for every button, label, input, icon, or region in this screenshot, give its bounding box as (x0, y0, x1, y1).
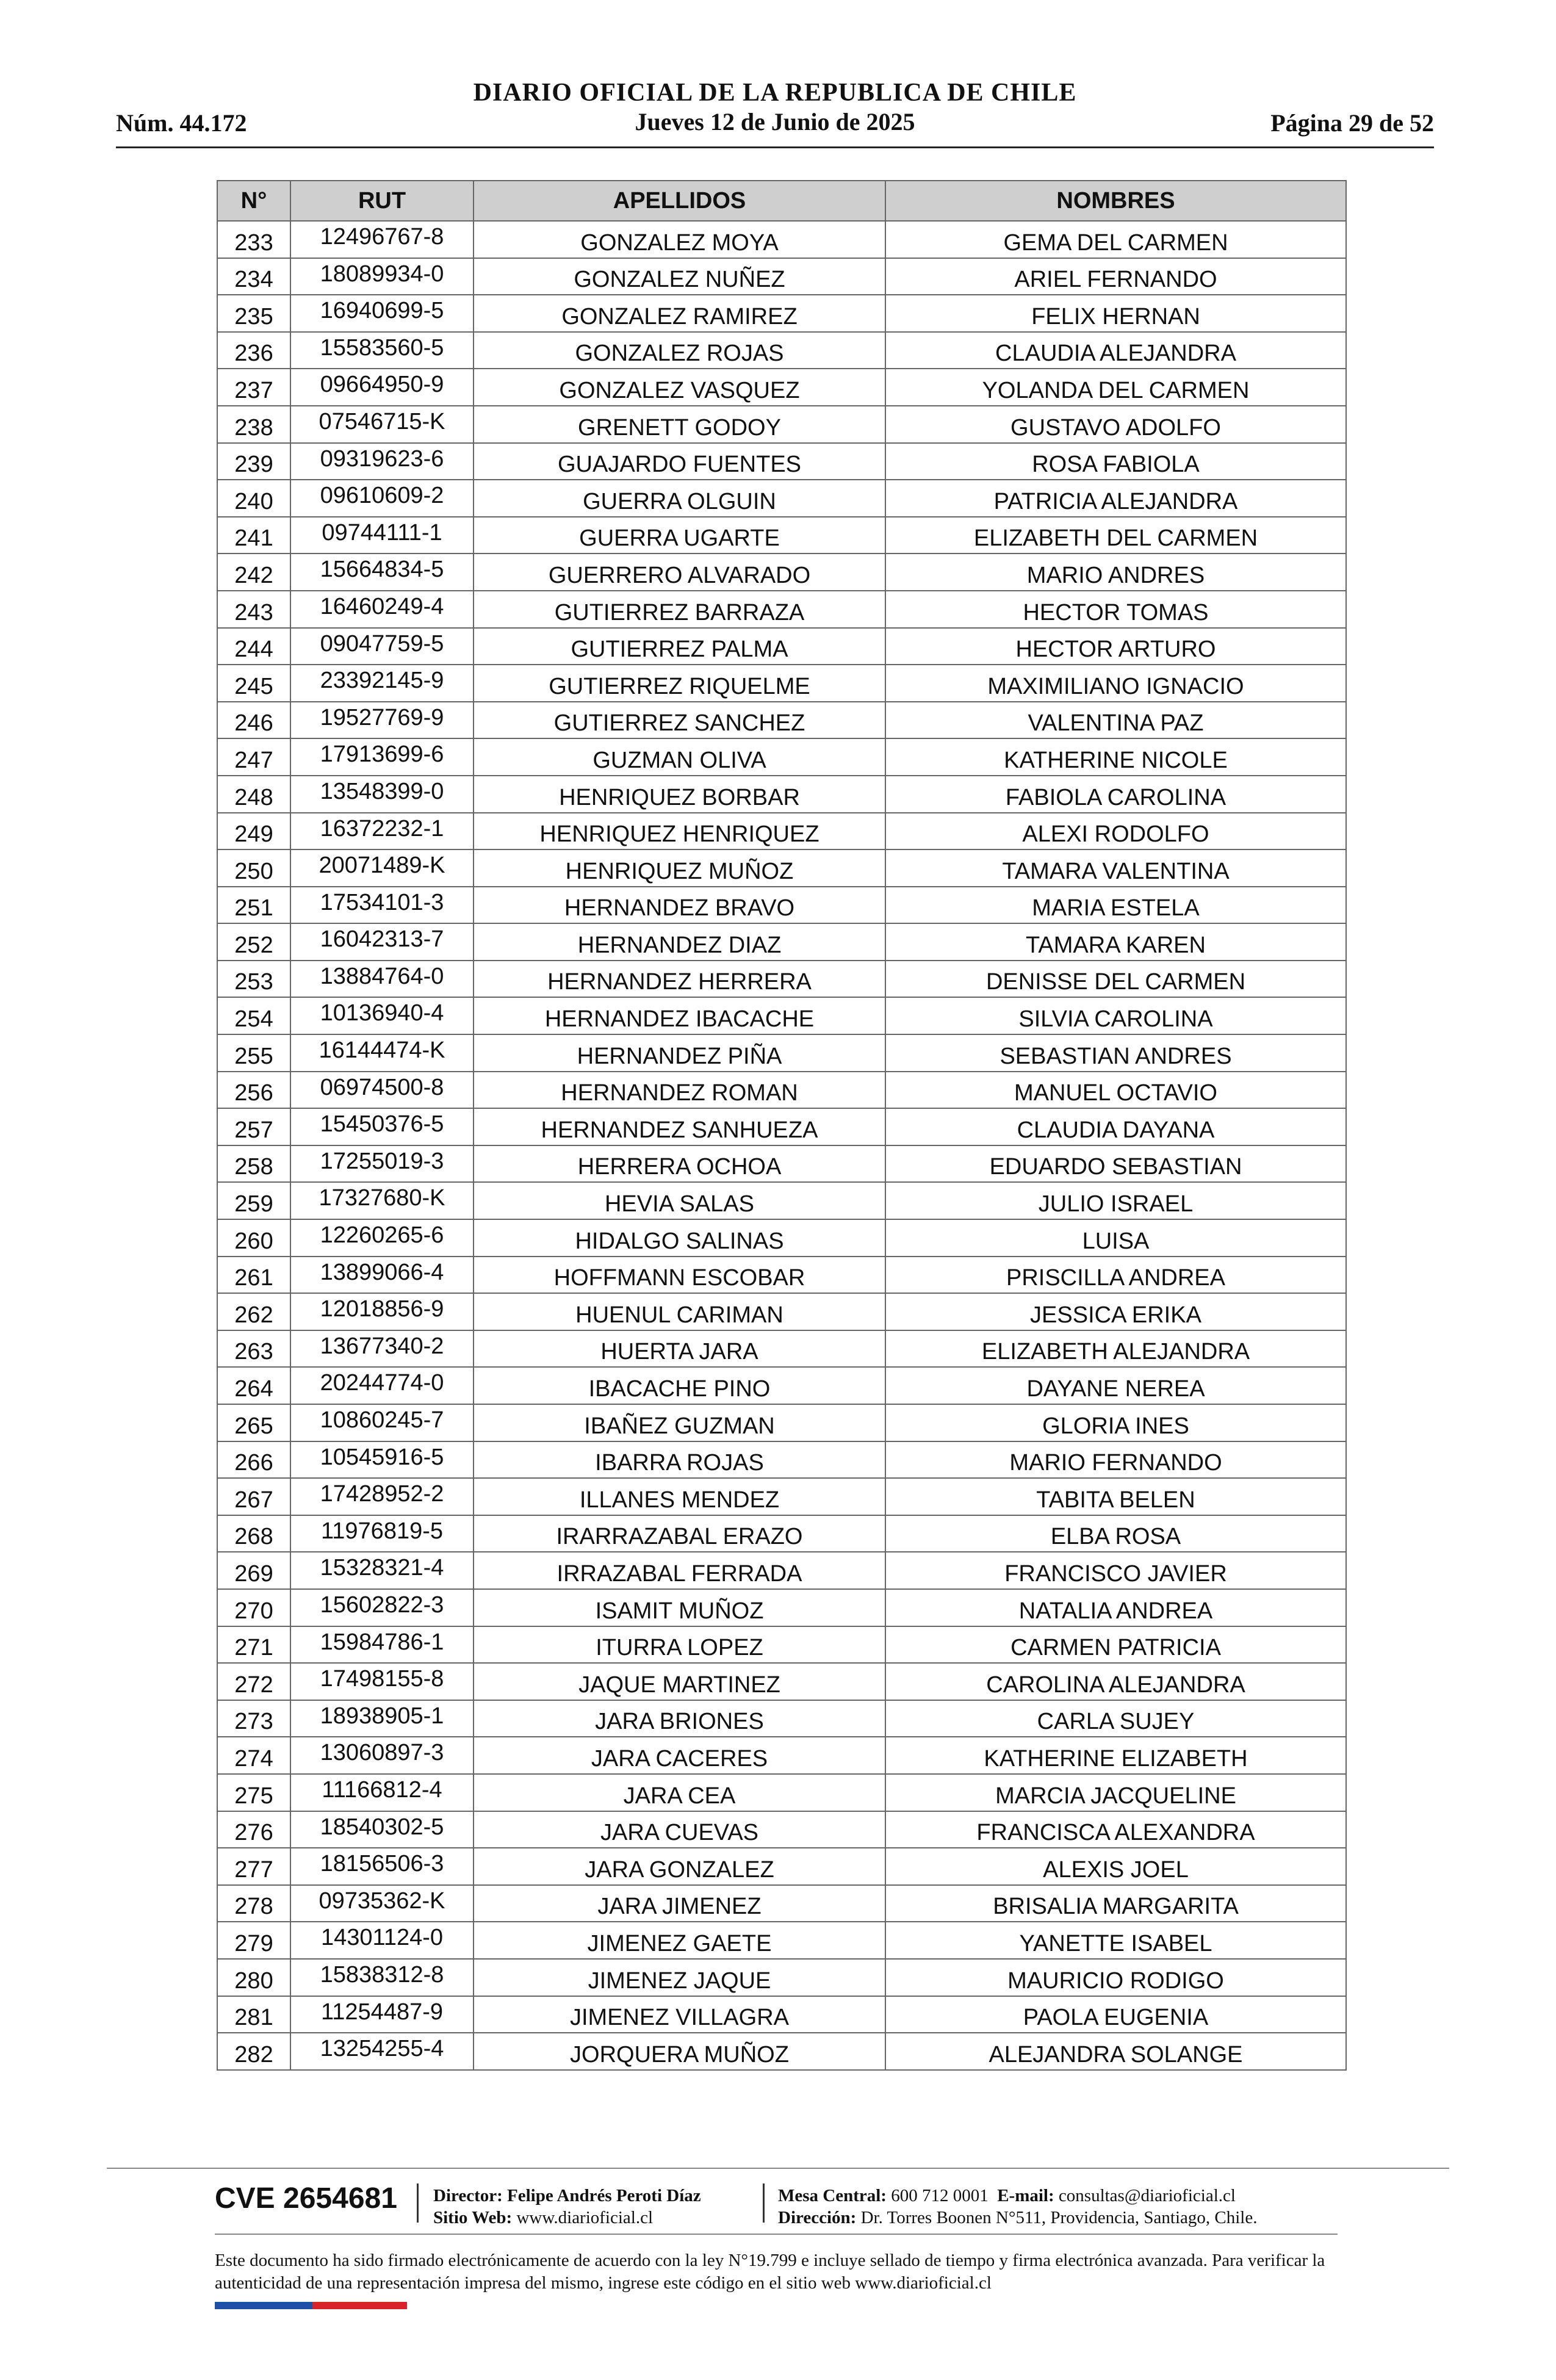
table-row (217, 1589, 1346, 1626)
row-rut: 11254487-9 (290, 1996, 474, 2033)
row-nombres: JESSICA ERIKA (885, 1293, 1346, 1330)
row-number: 243 (217, 591, 290, 628)
row-number: 259 (217, 1182, 290, 1219)
row-nombres: MARIO ANDRES (885, 554, 1346, 591)
table-row (217, 1257, 1346, 1294)
table-row (217, 517, 1346, 554)
row-nombres: NATALIA ANDREA (885, 1589, 1346, 1626)
row-apellidos: HERRERA OCHOA (474, 1145, 885, 1183)
row-apellidos: JORQUERA MUÑOZ (474, 2033, 885, 2070)
row-apellidos: JARA CUEVAS (474, 1811, 885, 1848)
footer-divider (215, 2234, 1338, 2235)
row-nombres: FRANCISCA ALEXANDRA (885, 1811, 1346, 1848)
row-apellidos: JIMENEZ GAETE (474, 1922, 885, 1959)
row-nombres: JULIO ISRAEL (885, 1182, 1346, 1219)
row-rut: 07546715-K (290, 406, 474, 443)
row-nombres: CARLA SUJEY (885, 1700, 1346, 1737)
row-apellidos: HERNANDEZ DIAZ (474, 923, 885, 961)
row-apellidos: HENRIQUEZ MUÑOZ (474, 849, 885, 887)
table-row (217, 849, 1346, 887)
row-number: 254 (217, 997, 290, 1034)
col-header-apellidos: APELLIDOS (474, 181, 885, 221)
page-header (116, 74, 1434, 148)
table-row (217, 1072, 1346, 1109)
row-rut: 17498155-8 (290, 1663, 474, 1700)
row-rut: 18089934-0 (290, 258, 474, 295)
col-header-rut: RUT (290, 181, 474, 221)
row-number: 265 (217, 1404, 290, 1441)
row-rut: 17428952-2 (290, 1478, 474, 1515)
row-rut: 11166812-4 (290, 1774, 474, 1811)
row-nombres: KATHERINE ELIZABETH (885, 1737, 1346, 1774)
table-row (217, 332, 1346, 369)
row-number: 246 (217, 702, 290, 739)
table-row (217, 258, 1346, 295)
table-row (217, 591, 1346, 628)
row-apellidos: JIMENEZ JAQUE (474, 1959, 885, 1996)
row-number: 262 (217, 1293, 290, 1330)
col-header-nombres: NOMBRES (885, 181, 1346, 221)
row-rut: 15602822-3 (290, 1589, 474, 1626)
row-nombres: HECTOR ARTURO (885, 628, 1346, 665)
row-apellidos: GUTIERREZ PALMA (474, 628, 885, 665)
table-row (217, 554, 1346, 591)
row-number: 248 (217, 776, 290, 813)
table-row (217, 702, 1346, 739)
row-rut: 18540302-5 (290, 1811, 474, 1848)
row-number: 256 (217, 1072, 290, 1109)
row-apellidos: GONZALEZ VASQUEZ (474, 369, 885, 406)
row-number: 268 (217, 1515, 290, 1552)
row-rut: 17534101-3 (290, 887, 474, 924)
row-nombres: MAXIMILIANO IGNACIO (885, 665, 1346, 702)
row-number: 273 (217, 1700, 290, 1737)
row-apellidos: GONZALEZ ROJAS (474, 332, 885, 369)
row-number: 263 (217, 1330, 290, 1368)
web-label: Sitio Web: (433, 2208, 513, 2227)
row-apellidos: HERNANDEZ BRAVO (474, 887, 885, 924)
names-table (217, 180, 1347, 2071)
row-rut: 12260265-6 (290, 1219, 474, 1257)
row-apellidos: HUENUL CARIMAN (474, 1293, 885, 1330)
row-apellidos: GONZALEZ RAMIREZ (474, 295, 885, 332)
table-row (217, 923, 1346, 961)
row-number: 249 (217, 813, 290, 850)
row-number: 238 (217, 406, 290, 443)
table-row (217, 221, 1346, 258)
row-rut: 18156506-3 (290, 1848, 474, 1885)
address-line (778, 2207, 1257, 2229)
table-header-row (217, 181, 1346, 221)
row-rut: 15664834-5 (290, 554, 474, 591)
row-nombres: FABIOLA CAROLINA (885, 776, 1346, 813)
row-nombres: PATRICIA ALEJANDRA (885, 480, 1346, 517)
row-rut: 13677340-2 (290, 1330, 474, 1368)
row-nombres: MARCIA JACQUELINE (885, 1774, 1346, 1811)
row-nombres: CLAUDIA ALEJANDRA (885, 332, 1346, 369)
row-apellidos: GUERRA UGARTE (474, 517, 885, 554)
address-label: Dirección: (778, 2208, 857, 2227)
row-rut: 06974500-8 (290, 1072, 474, 1109)
row-number: 253 (217, 961, 290, 998)
row-number: 278 (217, 1885, 290, 1922)
table-row (217, 1959, 1346, 1996)
table-row (217, 776, 1346, 813)
row-apellidos: JAQUE MARTINEZ (474, 1663, 885, 1700)
row-nombres: BRISALIA MARGARITA (885, 1885, 1346, 1922)
website-line (433, 2207, 653, 2229)
table-row (217, 1515, 1346, 1552)
row-rut: 13060897-3 (290, 1737, 474, 1774)
col-header-number: N° (217, 181, 290, 221)
row-nombres: CLAUDIA DAYANA (885, 1108, 1346, 1145)
row-number: 266 (217, 1441, 290, 1479)
row-number: 276 (217, 1811, 290, 1848)
row-nombres: MANUEL OCTAVIO (885, 1072, 1346, 1109)
row-nombres: GEMA DEL CARMEN (885, 221, 1346, 258)
row-nombres: YANETTE ISABEL (885, 1922, 1346, 1959)
row-rut: 12018856-9 (290, 1293, 474, 1330)
row-nombres: KATHERINE NICOLE (885, 738, 1346, 776)
row-number: 252 (217, 923, 290, 961)
row-nombres: PRISCILLA ANDREA (885, 1257, 1346, 1294)
row-rut: 15583560-5 (290, 332, 474, 369)
table-row (217, 1774, 1346, 1811)
row-rut: 13548399-0 (290, 776, 474, 813)
row-apellidos: GUTIERREZ BARRAZA (474, 591, 885, 628)
row-apellidos: HERNANDEZ PIÑA (474, 1034, 885, 1072)
director-label: Director: (433, 2186, 503, 2205)
row-number: 274 (217, 1737, 290, 1774)
row-nombres: SILVIA CAROLINA (885, 997, 1346, 1034)
row-nombres: CAROLINA ALEJANDRA (885, 1663, 1346, 1700)
row-nombres: ROSA FABIOLA (885, 443, 1346, 480)
table-row (217, 1034, 1346, 1072)
row-rut: 09664950-9 (290, 369, 474, 406)
row-nombres: HECTOR TOMAS (885, 591, 1346, 628)
contact-line (778, 2185, 1236, 2207)
row-nombres: MARIO FERNANDO (885, 1441, 1346, 1479)
table-row (217, 887, 1346, 924)
row-nombres: GUSTAVO ADOLFO (885, 406, 1346, 443)
row-apellidos: GRENETT GODOY (474, 406, 885, 443)
row-number: 261 (217, 1257, 290, 1294)
table-row (217, 295, 1346, 332)
row-apellidos: GUZMAN OLIVA (474, 738, 885, 776)
row-rut: 20244774-0 (290, 1367, 474, 1404)
row-number: 236 (217, 332, 290, 369)
row-apellidos: IBARRA ROJAS (474, 1441, 885, 1479)
row-rut: 17255019-3 (290, 1145, 474, 1183)
row-rut: 16372232-1 (290, 813, 474, 850)
row-number: 282 (217, 2033, 290, 2070)
row-apellidos: HOFFMANN ESCOBAR (474, 1257, 885, 1294)
row-rut: 17913699-6 (290, 738, 474, 776)
table-row (217, 1663, 1346, 1700)
flag-blue-stripe (215, 2302, 312, 2309)
row-number: 245 (217, 665, 290, 702)
row-nombres: ALEJANDRA SOLANGE (885, 2033, 1346, 2070)
row-number: 235 (217, 295, 290, 332)
table-row (217, 406, 1346, 443)
table-row (217, 1848, 1346, 1885)
row-nombres: YOLANDA DEL CARMEN (885, 369, 1346, 406)
table-row (217, 665, 1346, 702)
row-nombres: ELBA ROSA (885, 1515, 1346, 1552)
row-rut: 09319623-6 (290, 443, 474, 480)
row-nombres: CARMEN PATRICIA (885, 1626, 1346, 1664)
table-row (217, 1330, 1346, 1368)
row-number: 264 (217, 1367, 290, 1404)
row-rut: 09744111-1 (290, 517, 474, 554)
row-rut: 18938905-1 (290, 1700, 474, 1737)
email-label: E-mail: (997, 2186, 1054, 2205)
row-number: 280 (217, 1959, 290, 1996)
page-number: Página 29 de 52 (1270, 109, 1434, 137)
email-value[interactable]: consultas@diarioficial.cl (1058, 2186, 1236, 2205)
row-apellidos: IBAÑEZ GUZMAN (474, 1404, 885, 1441)
row-number: 250 (217, 849, 290, 887)
table-row (217, 1811, 1346, 1848)
row-number: 247 (217, 738, 290, 776)
table-row (217, 2033, 1346, 2070)
row-nombres: FRANCISCO JAVIER (885, 1552, 1346, 1589)
row-apellidos: ISAMIT MUÑOZ (474, 1589, 885, 1626)
row-nombres: ALEXI RODOLFO (885, 813, 1346, 850)
row-apellidos: HERNANDEZ HERRERA (474, 961, 885, 998)
row-rut: 19527769-9 (290, 702, 474, 739)
row-rut: 09610609-2 (290, 480, 474, 517)
row-apellidos: GUAJARDO FUENTES (474, 443, 885, 480)
row-number: 279 (217, 1922, 290, 1959)
footer-divider (107, 2168, 1449, 2169)
row-number: 270 (217, 1589, 290, 1626)
table-row (217, 1441, 1346, 1479)
row-number: 234 (217, 258, 290, 295)
row-nombres: PAOLA EUGENIA (885, 1996, 1346, 2033)
signature-disclaimer: Este documento ha sido firmado electrónicamente de acuerdo con la ley N°19.799 e incluye sellado de tiempo y firma electrónica avanzada. Para verificar la autenticidad de una representación impresa del mismo, ingrese este código en el sitio web www.diarioficial.cl (215, 2251, 1325, 2293)
row-nombres: MAURICIO RODIGO (885, 1959, 1346, 1996)
row-nombres: FELIX HERNAN (885, 295, 1346, 332)
row-apellidos: GUERRERO ALVARADO (474, 554, 885, 591)
row-number: 267 (217, 1478, 290, 1515)
table-row (217, 1367, 1346, 1404)
row-nombres: VALENTINA PAZ (885, 702, 1346, 739)
row-apellidos: JARA GONZALEZ (474, 1848, 885, 1885)
table-row (217, 1219, 1346, 1257)
row-nombres: MARIA ESTELA (885, 887, 1346, 924)
mesa-label: Mesa Central: (778, 2186, 887, 2205)
row-number: 277 (217, 1848, 290, 1885)
row-apellidos: GONZALEZ MOYA (474, 221, 885, 258)
row-apellidos: GUERRA OLGUIN (474, 480, 885, 517)
row-number: 233 (217, 221, 290, 258)
row-nombres: DENISSE DEL CARMEN (885, 961, 1346, 998)
web-value[interactable]: www.diarioficial.cl (516, 2208, 654, 2227)
table-row (217, 1182, 1346, 1219)
row-apellidos: GUTIERREZ RIQUELME (474, 665, 885, 702)
row-nombres: TAMARA KAREN (885, 923, 1346, 961)
row-apellidos: GONZALEZ NUÑEZ (474, 258, 885, 295)
row-rut: 13884764-0 (290, 961, 474, 998)
row-nombres: DAYANE NEREA (885, 1367, 1346, 1404)
row-number: 275 (217, 1774, 290, 1811)
row-number: 240 (217, 480, 290, 517)
row-apellidos: HENRIQUEZ HENRIQUEZ (474, 813, 885, 850)
row-nombres: EDUARDO SEBASTIAN (885, 1145, 1346, 1183)
table-row (217, 1478, 1346, 1515)
mesa-value: 600 712 0001 (891, 2186, 989, 2205)
row-number: 258 (217, 1145, 290, 1183)
row-rut: 15450376-5 (290, 1108, 474, 1145)
cve-code: CVE 2654681 (215, 2182, 397, 2215)
table-row (217, 1552, 1346, 1589)
row-number: 271 (217, 1626, 290, 1664)
table-row (217, 1700, 1346, 1737)
row-number: 269 (217, 1552, 290, 1589)
table-row (217, 1922, 1346, 1959)
row-apellidos: HERNANDEZ SANHUEZA (474, 1108, 885, 1145)
row-rut: 15328321-4 (290, 1552, 474, 1589)
row-number: 272 (217, 1663, 290, 1700)
issue-number: Núm. 44.172 (116, 109, 247, 137)
row-rut: 16460249-4 (290, 591, 474, 628)
row-apellidos: JARA BRIONES (474, 1700, 885, 1737)
row-rut: 16144474-K (290, 1034, 474, 1072)
row-rut: 09735362-K (290, 1885, 474, 1922)
director-value: Felipe Andrés Peroti Díaz (507, 2186, 701, 2205)
row-rut: 15838312-8 (290, 1959, 474, 1996)
table-row (217, 1996, 1346, 2033)
row-rut: 11976819-5 (290, 1515, 474, 1552)
row-number: 281 (217, 1996, 290, 2033)
row-rut: 10136940-4 (290, 997, 474, 1034)
row-rut: 10860245-7 (290, 1404, 474, 1441)
row-apellidos: JARA JIMENEZ (474, 1885, 885, 1922)
table-row (217, 1404, 1346, 1441)
address-value: Dr. Torres Boonen N°511, Providencia, Santiago, Chile. (860, 2208, 1258, 2227)
row-apellidos: IRARRAZABAL ERAZO (474, 1515, 885, 1552)
row-apellidos: GUTIERREZ SANCHEZ (474, 702, 885, 739)
row-rut: 16940699-5 (290, 295, 474, 332)
row-nombres: ALEXIS JOEL (885, 1848, 1346, 1885)
row-number: 257 (217, 1108, 290, 1145)
row-nombres: ELIZABETH ALEJANDRA (885, 1330, 1346, 1368)
table-row (217, 1293, 1346, 1330)
row-nombres: TABITA BELEN (885, 1478, 1346, 1515)
row-rut: 14301124-0 (290, 1922, 474, 1959)
table-row (217, 480, 1346, 517)
row-apellidos: HIDALGO SALINAS (474, 1219, 885, 1257)
row-rut: 17327680-K (290, 1182, 474, 1219)
table-row (217, 813, 1346, 850)
table-row (217, 369, 1346, 406)
director-line (433, 2185, 701, 2207)
table-row (217, 443, 1346, 480)
table-row (217, 1885, 1346, 1922)
row-number: 255 (217, 1034, 290, 1072)
row-apellidos: HERNANDEZ IBACACHE (474, 997, 885, 1034)
row-rut: 15984786-1 (290, 1626, 474, 1664)
row-nombres: GLORIA INES (885, 1404, 1346, 1441)
row-apellidos: HENRIQUEZ BORBAR (474, 776, 885, 813)
row-apellidos: ILLANES MENDEZ (474, 1478, 885, 1515)
row-rut: 12496767-8 (290, 221, 474, 258)
row-nombres: LUISA (885, 1219, 1346, 1257)
newspaper-title: DIARIO OFICIAL DE LA REPUBLICA DE CHILE (473, 79, 1077, 107)
row-apellidos: HERNANDEZ ROMAN (474, 1072, 885, 1109)
row-apellidos: IBACACHE PINO (474, 1367, 885, 1404)
row-apellidos: JARA CACERES (474, 1737, 885, 1774)
row-number: 239 (217, 443, 290, 480)
row-apellidos: IRRAZABAL FERRADA (474, 1552, 885, 1589)
table-row (217, 1145, 1346, 1183)
row-rut: 23392145-9 (290, 665, 474, 702)
footer-separator (417, 2183, 419, 2223)
row-rut: 16042313-7 (290, 923, 474, 961)
row-apellidos: JARA CEA (474, 1774, 885, 1811)
row-rut: 13254255-4 (290, 2033, 474, 2070)
row-apellidos: JIMENEZ VILLAGRA (474, 1996, 885, 2033)
row-number: 241 (217, 517, 290, 554)
row-apellidos: HEVIA SALAS (474, 1182, 885, 1219)
row-number: 237 (217, 369, 290, 406)
table-row (217, 1108, 1346, 1145)
row-number: 251 (217, 887, 290, 924)
row-number: 260 (217, 1219, 290, 1257)
row-rut: 13899066-4 (290, 1257, 474, 1294)
row-rut: 10545916-5 (290, 1441, 474, 1479)
row-nombres: SEBASTIAN ANDRES (885, 1034, 1346, 1072)
row-number: 244 (217, 628, 290, 665)
footer-separator (763, 2183, 765, 2223)
row-nombres: TAMARA VALENTINA (885, 849, 1346, 887)
table-row (217, 1626, 1346, 1664)
table-row (217, 997, 1346, 1034)
row-nombres: ARIEL FERNANDO (885, 258, 1346, 295)
table-row (217, 738, 1346, 776)
flag-red-stripe (312, 2302, 407, 2309)
table-row (217, 628, 1346, 665)
row-rut: 20071489-K (290, 849, 474, 887)
table-row (217, 1737, 1346, 1774)
table-row (217, 961, 1346, 998)
row-apellidos: ITURRA LOPEZ (474, 1626, 885, 1664)
row-rut: 09047759-5 (290, 628, 474, 665)
row-nombres: ELIZABETH DEL CARMEN (885, 517, 1346, 554)
row-number: 242 (217, 554, 290, 591)
issue-date: Jueves 12 de Junio de 2025 (635, 108, 915, 135)
row-apellidos: HUERTA JARA (474, 1330, 885, 1368)
